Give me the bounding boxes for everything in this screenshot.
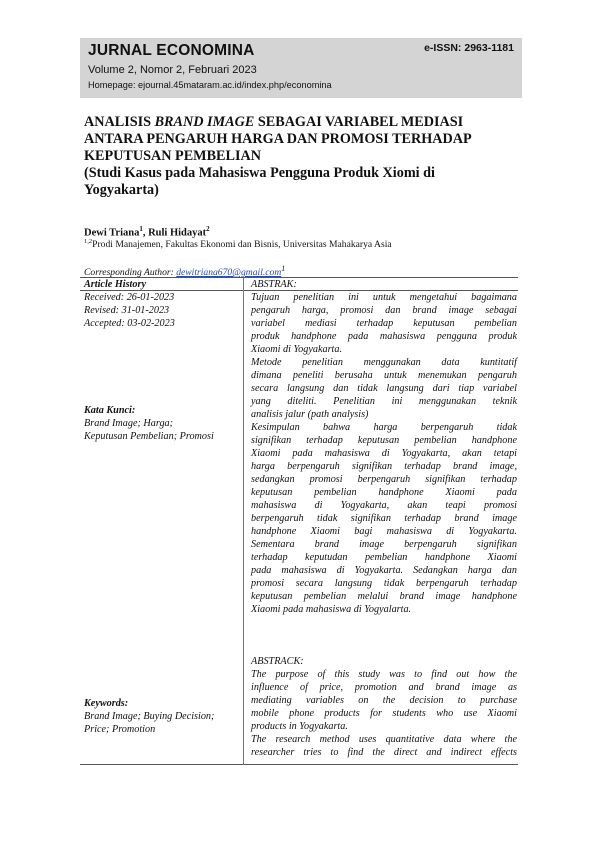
abstrak-section — [251, 278, 517, 616]
keywords-line-2: Price; Promotion — [84, 724, 156, 735]
abstrak-line: terhadap keputudan pembelian handphone Xiaomi — [251, 552, 517, 563]
corresponding-label: Corresponding Author: — [84, 267, 177, 279]
abstrak-line: Kesimpulan bahwa harga berpengaruh tidak — [251, 422, 517, 433]
title-line-3: KEPUTUSAN PEMBELIAN — [84, 148, 261, 164]
journal-header — [80, 38, 522, 98]
abstrak-line: Sementara brand image berpengaruh signifikan — [251, 539, 517, 550]
title-line-5: Yogyakarta) — [84, 182, 159, 198]
affiliation-sup: 1,2 — [84, 238, 93, 245]
revised-date: Revised: 31-01-2023 — [84, 305, 170, 316]
volume-info: Volume 2, Nomor 2, Februari 2023 — [88, 64, 257, 76]
author-separator: , — [142, 227, 149, 239]
history-heading: Article History — [84, 279, 146, 290]
abstrak-line: Tujuan penelitian ini untuk mengetahui bagaimana — [251, 292, 517, 303]
abstrak-line: pengaruh harga, promosi dan brand image sebagai — [251, 305, 517, 316]
abstrak-line: secara langsung dan tidak langsung dari tiap variabel — [251, 383, 517, 394]
column-divider — [243, 278, 244, 765]
abstrak-line: promosi secara langsung tidak berpengaruh terhadap — [251, 578, 517, 589]
keywords-heading: Keywords: — [84, 698, 129, 709]
corresponding-email-link[interactable]: dewitriana670@gmail.com — [176, 267, 282, 279]
paper-title — [84, 114, 524, 199]
abstract-section — [251, 655, 517, 759]
abstrak-line: Metode penelitian menggunakan data kuntitatif — [251, 357, 517, 368]
abstrak-line: handphone Xiaomi bagi mahasiswa di Yogyakarta. — [251, 526, 517, 537]
abstrak-line: analisis jalur (path analysis) — [251, 409, 369, 420]
title-part-1: ANALISIS — [84, 114, 155, 130]
title-line-2: ANTARA PENGARUH HARGA DAN PROMOSI TERHADAP — [84, 131, 472, 147]
abstract-heading: ABSTRACK: — [251, 656, 304, 667]
abstrak-line: harga berpengaruh signifikan terhadap brand image, — [251, 461, 517, 472]
keywords — [84, 697, 242, 736]
keywords-line-1: Brand Image; Buying Decision; — [84, 711, 215, 722]
affiliation — [84, 238, 392, 250]
abstract-line: The purpose of this study was to find out how the — [251, 669, 517, 680]
title-italic: BRAND IMAGE — [154, 114, 255, 130]
issn: e-ISSN: 2963-1181 — [424, 42, 514, 54]
abstrak-line: Xiaomi pada mahasiswa di Yogyalarta. — [251, 604, 412, 615]
journal-name: JURNAL ECONOMINA — [88, 42, 255, 59]
abstrak-line: keputusan pembelian handphone Xiaomi pada — [251, 487, 517, 498]
kata-kunci-heading: Kata Kunci: — [84, 405, 136, 416]
accepted-date: Accepted: 03-02-2023 — [84, 318, 175, 329]
author-2-sup: 2 — [206, 225, 210, 233]
article-history — [84, 278, 242, 330]
abstrak-line: sedangkan promosi berpengaruh signifikan terhadap — [251, 474, 517, 485]
abstrak-line: berpengaruh tidak signifikan terhadap brand image — [251, 513, 517, 524]
abstrak-line: pada mahasiswa di Yogyakarta. Sedangkan harga dan — [251, 565, 517, 576]
abstract-line: mobile phone products for students who use Xiaomi — [251, 708, 517, 719]
abstrak-line: variabel mediasi terhadap keputusan pembelian — [251, 318, 517, 329]
abstrak-line: mahasiswa di Yogyakarta, akan teapi promosi — [251, 500, 517, 511]
title-line-4: (Studi Kasus pada Mahasiswa Pengguna Produk Xiomi di — [84, 165, 435, 181]
kata-kunci-line-1: Brand Image; Harga; — [84, 418, 174, 429]
abstrak-line: dimana peneliti berusaha untuk menemukan pengaruh — [251, 370, 517, 381]
corresponding-sup: 1 — [281, 264, 286, 273]
abstract-line: The research method uses quantitative data where the — [251, 734, 517, 745]
author-1: Dewi Triana — [84, 227, 140, 239]
author-2: Ruli Hidayat — [148, 227, 207, 239]
abstrak-line: produk handphone pada mahasiswa pengguna produk — [251, 331, 517, 342]
kata-kunci — [84, 404, 242, 443]
table-bottom-rule — [80, 764, 518, 765]
author-1-sup: 1 — [139, 225, 143, 233]
received-date: Received: 26-01-2023 — [84, 292, 175, 303]
kata-kunci-line-2: Keputusan Pembelian; Promosi — [84, 431, 214, 442]
abstrak-line: Xiaomi pada mahasiswa di Yogyakarta, akan tetapi — [251, 448, 517, 459]
affiliation-text: Prodi Manajemen, Fakultas Ekonomi dan Bisnis, Universitas Mahakarya Asia — [92, 239, 392, 251]
abstract-line: influence of price, promotion and brand image as — [251, 682, 517, 693]
abstract-line: researcher tries to find the direct and indirect effects — [251, 747, 517, 758]
homepage-url: Homepage: ejournal.45mataram.ac.id/index.php/economina — [88, 80, 332, 90]
abstrak-line: keputusan pembelian melalui brand image handphone — [251, 591, 517, 602]
abstrak-line: yang diteliti. Penelitian ini menggunakan teknik — [251, 396, 517, 407]
authors — [84, 225, 210, 239]
abstrak-heading: ABSTRAK: — [251, 279, 297, 290]
abstract-line: products in Yogyakarta. — [251, 721, 348, 732]
abstract-line: mediating variables on the decision to purchase — [251, 695, 517, 706]
abstrak-line: Xiaomi di Yogyakarta. — [251, 344, 343, 355]
abstrak-line: signifikan terhadap keputusan pembelian handphone — [251, 435, 517, 446]
title-part-2: SEBAGAI VARIABEL MEDIASI — [254, 114, 464, 130]
